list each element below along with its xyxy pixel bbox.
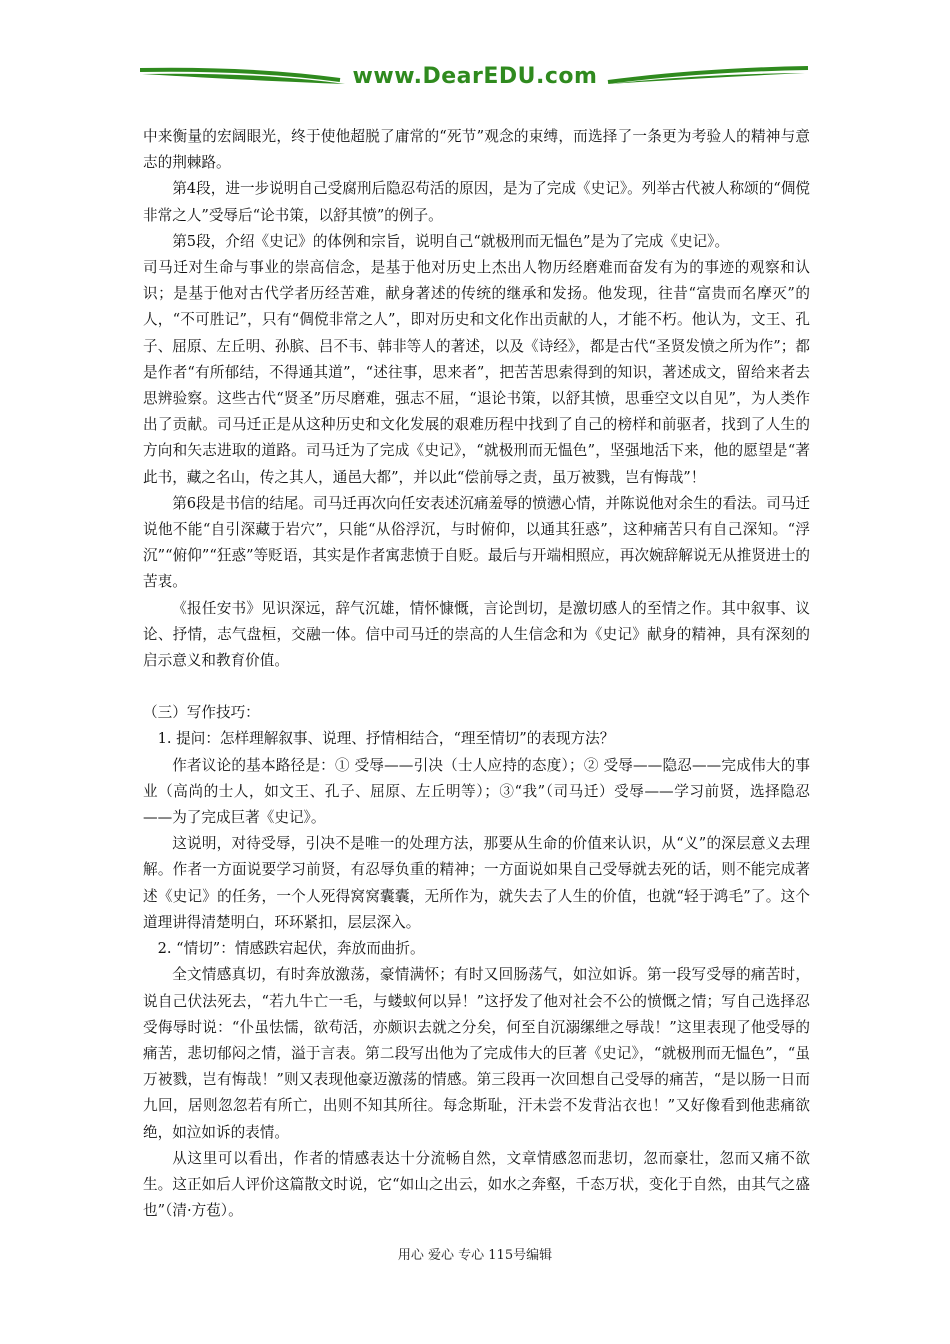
- paragraph: 第4段，进一步说明自己受腐刑后隐忍苟活的原因，是为了完成《史记》。列举古代被人称颂的“倜傥非常之人”受辱后“论书策，以舒其愤”的例子。: [143, 180, 810, 224]
- question-heading: 2. “情切”：情感跌宕起伏，奔放而曲折。: [157, 940, 425, 958]
- paragraph: 司马迁对生命与事业的崇高信念，是基于他对历史上杰出人物历经磨难而奋发有为的事迹的观察和认识；是基于他对古代学者历经苦难，献身著述的传统的继承和发扬。他发现，往昔“富贵而名摩灭”的人，“不可胜记”，只有“倜傥非常之人”，即对历史和文化作出贡献的人，才能不朽。他认为，文王、孔子、屈原、左丘明、孙膑、吕不韦、韩非等人的著述，以及《诗经》，都是古代“圣贤发愤之所为作”；都是作者“有所郁结，不得通其道”，“述往事，思来者”，把苦苦思索得到的知识，著述成文，留给来者去思辨验察。这些古代“贤圣”历尽磨难，强志不屈，“退论书策，以舒其愤，思垂空文以自见”，为人类作出了贡献。司马迁正是从这种历史和文化发展的艰难历程中找到了自己的榜样和前驱者，找到了人生的方向和矢志进取的道路。司马迁为了完成《史记》，“就极刑而无愠色”，坚强地活下来，他的愿望是“著此书，藏之名山，传之其人，通邑大都”，并以此“偿前辱之责，虽万被戮，岂有悔哉”！: [143, 259, 810, 486]
- page-footer: 用心 爱心 专心 115号编辑: [397, 1248, 553, 1263]
- paragraph: 从这里可以看出，作者的情感表达十分流畅自然，文章情感忽而悲切，忽而豪壮，忽而又痛不欲生。这正如后人评价这篇散文时说，它“如山之出云，如水之奔壑，千态万状，变化于自然，由其气之盛也”（清·方苞）。: [143, 1149, 810, 1220]
- question-heading: 1. 提问：怎样理解叙事、说理、抒情相结合，“理至情切”的表现方法？: [157, 730, 615, 748]
- paragraph: 第5段，介绍《史记》的体例和宗旨，说明自己“就极刑而无愠色”是为了完成《史记》。: [172, 232, 730, 250]
- paragraph: 全文情感真切，有时奔放激荡，豪情满怀；有时又回肠荡气，如泣如诉。第一段写受辱的痛苦时，说自己伏法死去，“若九牛亡一毛，与蝼蚁何以异！”这抒发了他对社会不公的愤慨之情；写自己选择忍受侮辱时说：“仆虽怯懦，欲苟活，亦颇识去就之分矣，何至自沉溺缧绁之辱哉！”这里表现了他受辱的痛苦，悲切郁闷之情，溢于言表。第二段写出他为了完成伟大的巨著《史记》，“就极刑而无愠色”，“虽万被戮，岂有悔哉！”则又表现他豪迈激荡的情感。第三段再一次回想自己受辱的痛苦，“是以肠一日而九回，居则忽忽若有所亡，出则不知其所往。每念斯耻，汗未尝不发背沾衣也！”又好像看到他悲痛欲绝，如泣如诉的表情。: [143, 966, 810, 1141]
- site-logo[interactable]: www.DearEDU.com: [352, 64, 598, 89]
- paragraph: 中来衡量的宏阔眼光，终于使他超脱了庸常的“死节”观念的束缚，而选择了一条更为考验人的精神与意志的荆棘路。: [143, 128, 810, 172]
- paragraph: 这说明，对待受辱，引决不是唯一的处理方法，那要从生命的价值来认识，从“义”的深层意义去理解。作者一方面说要学习前贤，有忍辱负重的精神；一方面说如果自己受辱就去死的话，则不能完成著述《史记》的任务，一个人死得窝窝囊囊，无所作为，就失去了人生的价值，也就“轻于鸿毛”了。这个道理讲得清楚明白，环环紧扣，层层深入。: [143, 835, 810, 931]
- section-heading: （三）写作技巧：: [143, 704, 260, 722]
- site-header: [140, 60, 810, 100]
- paragraph: 第6段是书信的结尾。司马迁再次向任安表述沉痛羞辱的愤懑心情，并陈说他对余生的看法。司马迁说他不能“自引深藏于岩穴”，只能“从俗浮沉，与时俯仰，以通其狂惑”，这种痛苦只有自己深知。“浮沉”“俯仰”“狂惑”等贬语，其实是作者寓悲愤于自贬。最后与开端相照应，再次婉辞解说无从推贤进士的苦衷。: [143, 494, 810, 591]
- document-body: [143, 124, 810, 1224]
- paragraph: 《报任安书》见识深远，辞气沉雄，情怀慷慨，言论剀切，是激切感人的至情之作。其中叙事、议论、抒情，志气盘桓，交融一体。信中司马迁的崇高的人生信念和为《史记》献身的精神，具有深刻的启示意义和教育价值。: [143, 599, 810, 670]
- spacer: [143, 674, 810, 700]
- paragraph: 作者议论的基本路径是：① 受辱——引决（士人应持的态度）；② 受辱——隐忍——完成伟大的事业（高尚的士人，如文王、孔子、屈原、左丘明等）；③“我”（司马迁）受辱——学习前贤，选择隐忍——为了完成巨著《史记》。: [143, 756, 810, 827]
